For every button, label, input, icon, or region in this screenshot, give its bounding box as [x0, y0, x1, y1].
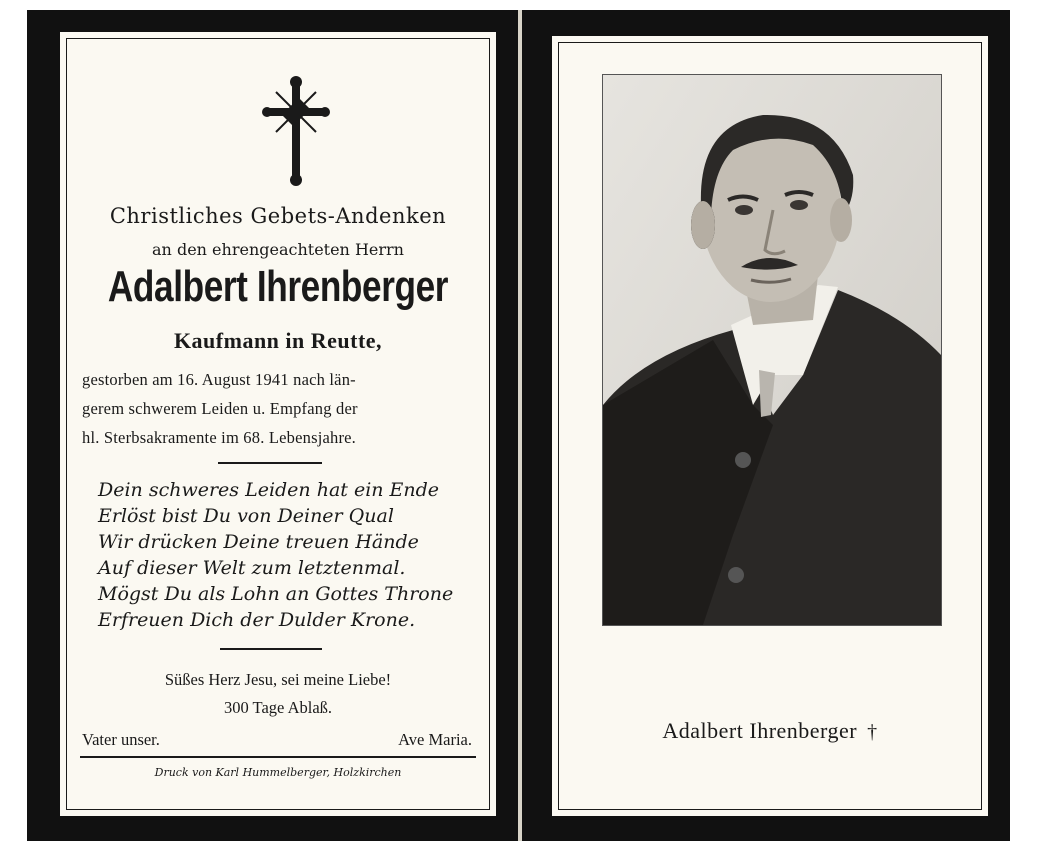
caption-name: Adalbert Ihrenberger — [662, 718, 858, 743]
footer-prayer-left: Vater unser. — [82, 730, 160, 749]
dagger-mark: † — [867, 721, 878, 743]
divider — [218, 462, 322, 464]
footer-prayer-right: Ave Maria. — [398, 730, 472, 749]
death-notice-line: hl. Sterbsakramente im 68. Lebensjahre. — [82, 428, 357, 447]
printer-credit: Druck von Karl Hummelberger, Holzkirchen — [154, 766, 402, 779]
verse-line: Dein schweres Leiden hat ein Ende — [98, 479, 440, 501]
honorific-line: an den ehrengeachteten Herrn — [152, 240, 404, 259]
card-left-paper — [60, 32, 496, 816]
memorial-card-left — [27, 10, 518, 841]
verse-line: Erfreuen Dich der Dulder Krone. — [98, 609, 416, 631]
portrait-caption — [554, 718, 986, 744]
death-notice-line: gerem schwerem Leiden u. Empfang der — [82, 399, 358, 418]
portrait-photo — [602, 74, 942, 626]
prayer-line: Süßes Herz Jesu, sei meine Liebe! — [164, 670, 392, 689]
divider — [220, 648, 322, 650]
occupation-line: Kaufmann in Reutte, — [173, 328, 383, 353]
card-right-paper — [552, 36, 988, 816]
verse-line: Wir drücken Deine treuen Hände — [98, 531, 419, 553]
crucifix-icon — [262, 76, 330, 188]
indulgence-line: 300 Tage Ablaß. — [223, 698, 333, 717]
footer-rule — [80, 756, 476, 758]
verse-line: Mögst Du als Lohn an Gottes Throne — [98, 583, 454, 605]
card-heading: Christliches Gebets-Andenken — [109, 204, 447, 228]
memorial-card-right — [522, 10, 1010, 841]
verse-line: Erlöst bist Du von Deiner Qual — [98, 505, 394, 527]
verse-line: Auf dieser Welt zum letztenmal. — [98, 557, 406, 579]
deceased-name: Adalbert Ihrenberger — [107, 262, 449, 311]
death-notice-line: gestorben am 16. August 1941 nach län- — [82, 370, 356, 389]
